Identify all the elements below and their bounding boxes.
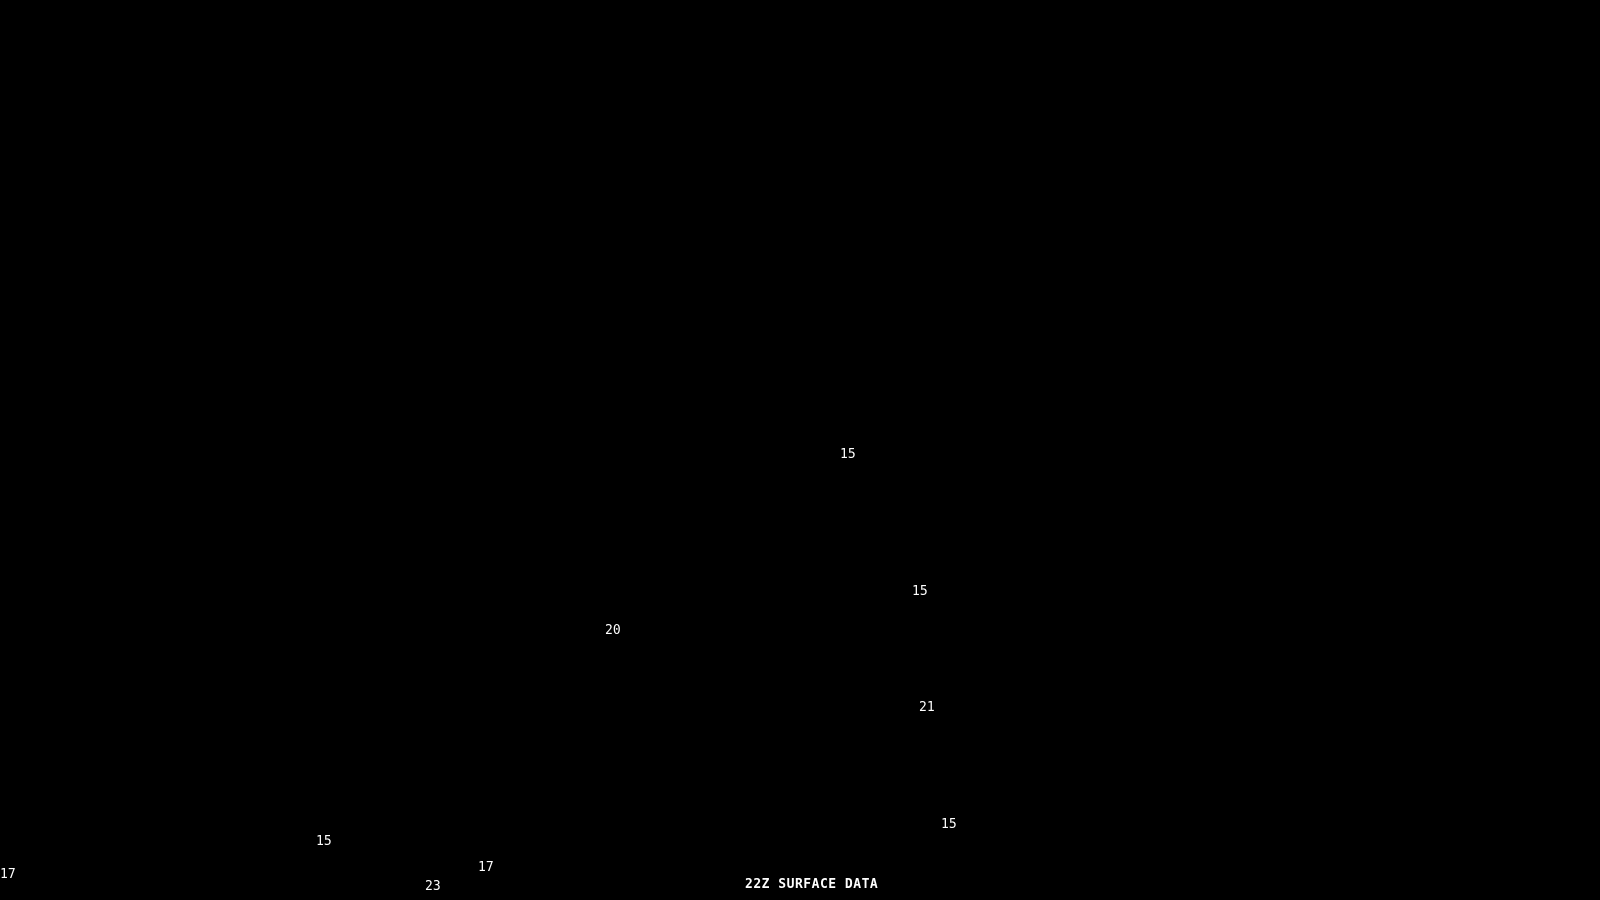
station-value-label: 23 [425, 879, 441, 894]
station-value-label: 15 [840, 447, 856, 462]
station-value-label: 17 [0, 867, 16, 882]
station-value-label: 15 [912, 584, 928, 599]
station-value-label: 15 [941, 817, 957, 832]
station-value-label: 21 [919, 700, 935, 715]
station-value-label: 20 [605, 623, 621, 638]
station-value-label: 17 [478, 860, 494, 875]
map-caption: 22Z SURFACE DATA [745, 877, 879, 892]
station-value-label: 15 [316, 834, 332, 849]
